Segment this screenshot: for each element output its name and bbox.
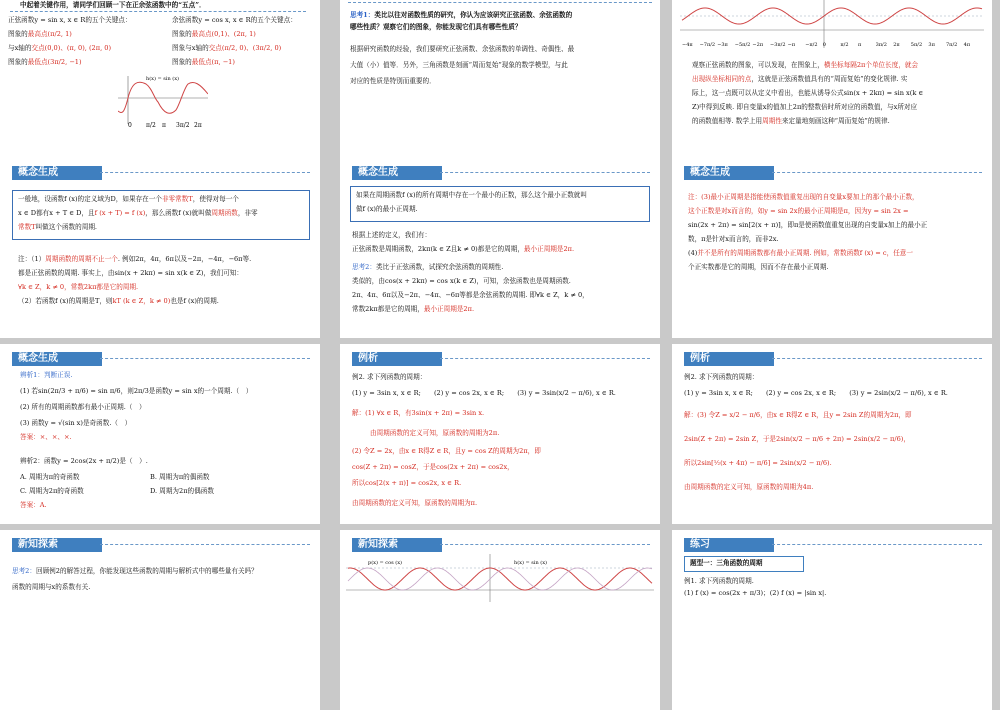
tick-label: 3π/2 bbox=[875, 42, 887, 48]
section-tag: 新知探索 bbox=[352, 538, 442, 552]
text-span: . 例如2π，4π，6π以及−2π，−4π，−6π等. bbox=[117, 255, 252, 263]
text-span: 图象的 bbox=[8, 30, 28, 38]
text-span: 思考2： bbox=[12, 567, 36, 575]
example-functions: (1) y = 3sin x, x ∈ R; (2) y = cos 2x, x ∈ R; (3) y = 3sin(x/2 − π/6), x ∈ R. bbox=[352, 389, 616, 397]
text-span: ，这就是正弦函数值具有的“周而复始”的变化规律. 实 bbox=[751, 75, 908, 83]
slide-header bbox=[0, 538, 320, 552]
text-span: 常数2kπ都是它的周期， bbox=[352, 305, 424, 313]
divider bbox=[348, 2, 652, 3]
sin-cos-graph bbox=[346, 554, 654, 602]
option-d: D. 周期为2π的偶函数 bbox=[150, 487, 214, 495]
text-span: 来定量地刻画这种“周而复始”的规律. bbox=[781, 117, 890, 125]
text-span: x ∈ D都有x + T ∈ D，且 bbox=[18, 209, 95, 217]
example-functions: (1) y = 3sin x, x ∈ R; (2) y = cos 2x, x ∈ R; (3) y = 2sin(x/2 − π/6), x ∈ R. bbox=[684, 389, 948, 397]
sine-curve bbox=[348, 568, 652, 590]
slide-7[interactable] bbox=[0, 344, 320, 524]
sin-heading: 正弦函数y = sin x, x ∈ R的五个关键点： bbox=[8, 16, 132, 24]
paragraph-line: 大值（小）值等．另外，三角函数是刻画“周而复始”现象的数学模型，与此 bbox=[350, 61, 568, 69]
slide-header bbox=[672, 352, 992, 366]
text-span: 思考2： bbox=[352, 263, 376, 271]
paragraph-line: 对应的性质是特别而重要的． bbox=[350, 77, 436, 85]
sin-zero bbox=[8, 43, 111, 53]
solution-line: 由周期函数的定义可知，原函数的周期为2π. bbox=[370, 429, 500, 437]
solution-line: 所以cos[2(x + π)] = cos2x, x ∈ R. bbox=[352, 479, 462, 487]
cos-zero bbox=[172, 43, 281, 53]
text-span: ，那么函数f (x)就叫做 bbox=[145, 209, 212, 217]
text-span: 交点(0,0)、(π, 0), (2π, 0) bbox=[31, 44, 112, 52]
graph-label-sin: h(x) = sin (x) bbox=[514, 560, 548, 566]
text-span: 注：（1） bbox=[18, 255, 46, 263]
tick-label: 5π/2 bbox=[910, 42, 923, 48]
text-span: 最小正周期是指能使函数值重复出现的自变量x要加上的那个最小正数， bbox=[710, 193, 919, 201]
option-c: C. 周期为2π的奇函数 bbox=[20, 487, 84, 495]
text-span: 最小正周期是2π. bbox=[423, 305, 475, 313]
slide-12[interactable] bbox=[672, 530, 992, 710]
tick-label: −3π/2 bbox=[770, 42, 786, 48]
example-functions: (1) f (x) = cos(2x + π/3)；(2) f (x) = |sin x|. bbox=[684, 589, 827, 597]
tick-label: 0 bbox=[822, 42, 826, 48]
definition-line: 如果在周期函数f (x)的所有周期中存在一个最小的正数，那么这个最小正数就叫 bbox=[356, 191, 587, 199]
text-span: ，非零 bbox=[237, 209, 258, 217]
text-line bbox=[352, 244, 574, 254]
option-b: B. 周期为π的偶函数 bbox=[150, 473, 210, 481]
sine-graph bbox=[118, 74, 208, 129]
divider bbox=[10, 11, 306, 12]
intro-text: 中起着关键作用，请同学们回顾一下在正余弦函数中的“五点”． bbox=[20, 1, 206, 9]
text-span: 注：(3) bbox=[688, 193, 711, 201]
think-1-line-2: 哪些性质？观察它们的图象，你能发现它们具有哪些性质？ bbox=[350, 23, 522, 31]
exercise-item: (1) 若sin(2π/3 + π/6) = sin π/6，则2π/3是函数y = sin x的一个周期.（ ） bbox=[20, 387, 253, 395]
definition-line: 做f (x)的最小正周期. bbox=[356, 205, 418, 213]
topic-title: 题型一：三角函数的周期 bbox=[690, 559, 763, 567]
tick-label: 2π bbox=[893, 42, 900, 48]
text-span: 周期性 bbox=[762, 117, 782, 125]
text-line bbox=[692, 74, 907, 84]
text-span: 正弦函数是周期函数，2kπ(k ∈ Z且k ≠ 0)都是它的周期， bbox=[352, 245, 524, 253]
note-line bbox=[688, 192, 919, 202]
tick-label: 2π bbox=[194, 122, 202, 129]
slide-5[interactable] bbox=[340, 158, 660, 338]
solution-line: 由周期函数的定义可知，原函数的周期为4π. bbox=[684, 483, 814, 491]
text-span: 类比以往对函数性质的研究，你认为应该研究正弦函数、余弦函数的 bbox=[374, 11, 573, 19]
tick-label: π bbox=[162, 122, 166, 129]
section-tag: 例析 bbox=[352, 352, 442, 366]
text-span: 也是f (x)的周期. bbox=[170, 297, 219, 305]
text-span: 图象的 bbox=[172, 58, 192, 66]
slide-9[interactable] bbox=[672, 344, 992, 524]
tick-label: −5π/2 bbox=[734, 42, 751, 48]
graph-label: h(x) = sin (x) bbox=[146, 76, 180, 82]
text-span: 最高点(π/2, 1) bbox=[27, 30, 72, 38]
text-span: 横坐标每隔2π个单位长度，就会 bbox=[823, 61, 919, 69]
text-span: 出现纵坐标相同的点 bbox=[692, 75, 752, 83]
answer: 答案：A. bbox=[20, 501, 47, 509]
text-line bbox=[692, 60, 918, 70]
tick-label: −2π bbox=[752, 42, 764, 48]
text-line bbox=[692, 116, 890, 126]
slide-header bbox=[340, 166, 660, 180]
note-line: 个正实数都是它的周期，因而不存在最小正周期. bbox=[688, 263, 829, 271]
slide-header bbox=[340, 352, 660, 366]
text-span: kT (k ∈ Z，k ≠ 0) bbox=[112, 297, 171, 305]
option-a: A. 周期为π的奇函数 bbox=[20, 473, 80, 481]
answer-line: 函数的周期与x的系数有关. bbox=[12, 583, 91, 591]
sin-max bbox=[8, 29, 72, 39]
long-sine-graph bbox=[680, 0, 984, 52]
note-line bbox=[688, 248, 913, 258]
text-span: 一般地，设函数f (x)的定义域为D，如果存在一个 bbox=[18, 195, 162, 203]
text-span: ，使得对每一个 bbox=[192, 195, 239, 203]
text-line: 际上，这一点既可以从定义中看出，也能从诱导公式sin(x + 2kπ) = sin x(k ∈ bbox=[692, 89, 924, 97]
slide-4[interactable] bbox=[0, 158, 320, 338]
exercise-item: (3) 函数y = √(sin x)是奇函数.（ ） bbox=[20, 419, 132, 427]
text-span: 叫做这个函数的周期. bbox=[35, 223, 98, 231]
text-span: 周期函数 bbox=[211, 209, 238, 217]
tick-label: −π/2 bbox=[805, 42, 818, 48]
exercise-title: 辨析2：函数y = 2cos(2x + π/2)是（ ）. bbox=[20, 457, 148, 465]
tick-label: −7π/2 bbox=[699, 42, 716, 48]
slide-1[interactable] bbox=[0, 0, 320, 168]
solution-line: 解：(3) 令Z = x/2 − π/6，由x ∈ R得Z ∈ R，且y = 2sin Z的周期为2π，即 bbox=[684, 411, 912, 419]
tick-label: 0 bbox=[128, 122, 132, 129]
definition-line bbox=[18, 194, 239, 204]
example-title: 例1. 求下列函数的周期. bbox=[684, 577, 754, 585]
slide-10[interactable] bbox=[0, 530, 320, 710]
tick-label: 3π bbox=[928, 42, 935, 48]
text-line: 根据上述的定义，我们有： bbox=[352, 231, 432, 239]
example-title: 例2. 求下列函数的周期： bbox=[352, 373, 427, 381]
text-span: f (x + T) = f (x) bbox=[94, 209, 146, 217]
tick-labels bbox=[682, 42, 971, 48]
text-span: 交点(π/2, 0)、(3π/2, 0) bbox=[208, 44, 282, 52]
text-span: 图象的 bbox=[172, 30, 192, 38]
think-2-line bbox=[352, 262, 503, 272]
exercise-item: (2) 所有的周期函数都有最小正周期.（ ） bbox=[20, 403, 146, 411]
think-2-line bbox=[12, 566, 258, 576]
exercise-title: 辨析1：判断正误. bbox=[20, 371, 73, 379]
note-line bbox=[18, 254, 251, 264]
cos-max bbox=[172, 29, 256, 39]
section-tag: 新知探索 bbox=[12, 538, 102, 552]
text-span: 图象与x轴的 bbox=[172, 44, 209, 52]
think-1-line-1 bbox=[350, 10, 572, 20]
text-span: (4) bbox=[688, 249, 698, 257]
tick-label: 7π/2 bbox=[946, 42, 958, 48]
text-line: Z)中得到反映. 即自变量x的值加上2π的整数倍时所对应的函数值，与x所对应 bbox=[692, 103, 918, 111]
note-line: sin(2x + 2π) = sin[2(x + π)]，即π是使函数值重复出现的自变量x加上的最小正 bbox=[688, 221, 928, 229]
text-span: 周期函数的周期不止一个 bbox=[45, 255, 118, 263]
section-tag: 概念生成 bbox=[352, 166, 442, 180]
text-span: 最高点(0,1)、(2π, 1) bbox=[191, 30, 256, 38]
tick-label: π/2 bbox=[840, 42, 849, 48]
note-line: 数，π是针对x而言的，而非2x. bbox=[688, 235, 779, 243]
text-span: （2）若函数f (x)的周期是T，则 bbox=[18, 297, 113, 305]
slide-header bbox=[672, 538, 992, 552]
text-span: 最低点(3π/2, −1) bbox=[27, 58, 82, 66]
definition-line bbox=[18, 222, 97, 232]
solution-line: (2) 令Z = 2x，由x ∈ R得Z ∈ R，且y = cos Z的周期为2π，即 bbox=[352, 447, 541, 455]
tick-label: −4π bbox=[682, 42, 693, 48]
solution-line: 解：(1) ∀x ∈ R，有3sin(x + 2π) = 3sin x. bbox=[352, 409, 485, 417]
section-tag: 概念生成 bbox=[684, 166, 774, 180]
tick-label: π bbox=[858, 42, 862, 48]
slide-8[interactable] bbox=[340, 344, 660, 524]
cos-heading: 余弦函数y = cos x, x ∈ R的五个关键点： bbox=[172, 16, 297, 24]
solution-line: 2sin(Z + 2π) = 2sin Z，于是2sin(x/2 − π/6 + 2π) = 2sin(x/2 − π/6)， bbox=[684, 435, 910, 443]
note-line: 都是正弦函数的周期. 事实上，由sin(x + 2kπ) = sin x(k ∈ Z)，我们可知： bbox=[18, 269, 243, 277]
slide-6[interactable] bbox=[672, 158, 992, 338]
slide-11[interactable] bbox=[340, 530, 660, 710]
paragraph-line: 根据研究函数的经验，我们要研究正弦函数、余弦函数的单调性、奇偶性、最 bbox=[350, 45, 575, 53]
tick-label: 4π bbox=[963, 42, 971, 48]
note-line bbox=[18, 296, 219, 306]
section-tag: 练习 bbox=[684, 538, 774, 552]
text-span: 类比于正弦函数，试探究余弦函数的周期性. bbox=[375, 263, 504, 271]
section-tag: 概念生成 bbox=[12, 352, 102, 366]
cos-min bbox=[172, 57, 235, 67]
example-title: 例2. 求下列函数的周期： bbox=[684, 373, 759, 381]
text-span: 的函数值相等. 数学上用 bbox=[692, 117, 763, 125]
solution-line: cos(Z + 2π) = cosZ，于是cos(2x + 2π) = cos2x， bbox=[352, 463, 514, 471]
tick-label: 3π/2 bbox=[176, 122, 190, 129]
slide-header bbox=[0, 166, 320, 180]
solution-line: 所以2sin[½(x + 4π) − π/6] = 2sin(x/2 − π/6). bbox=[684, 459, 832, 467]
graph-label-cos: p(x) = cos (x) bbox=[368, 560, 402, 566]
section-tag: 例析 bbox=[684, 352, 774, 366]
text-line bbox=[352, 304, 474, 314]
slide-header bbox=[672, 166, 992, 180]
solution-line: 由周期函数的定义可知，原函数的周期为π. bbox=[352, 499, 478, 507]
text-span: 常数T bbox=[18, 223, 36, 231]
text-span: 并不是所有的周期函数都有最小正周期. 例如，常数函数f (x) = c，任意一 bbox=[697, 249, 913, 257]
slide-header bbox=[0, 352, 320, 366]
text-line: 2π、4π、6π以及−2π、−4π、−6π等都是余弦函数的周期. 即∀k ∈ Z，k ≠ 0， bbox=[352, 291, 589, 299]
section-tag: 概念生成 bbox=[12, 166, 102, 180]
answer: 答案：×、×、×. bbox=[20, 433, 72, 441]
tick-label: π/2 bbox=[146, 122, 156, 129]
text-span: 思考1： bbox=[350, 11, 375, 19]
text-span: 非零常数T bbox=[161, 195, 193, 203]
text-span: 最小正周期是2π. bbox=[523, 245, 575, 253]
slide-3[interactable] bbox=[672, 0, 992, 168]
text-span: 图象的 bbox=[8, 58, 28, 66]
note-line: ∀k ∈ Z，k ≠ 0，常数2kπ都是它的周期. bbox=[18, 283, 139, 291]
slide-2[interactable] bbox=[340, 0, 660, 168]
text-line: 类似的，由cos(x + 2kπ) = cos x(k ∈ Z)，可知，余弦函数也是周期函数. bbox=[352, 277, 571, 285]
tick-label: −3π bbox=[717, 42, 728, 48]
text-span: 回顾例2的解答过程，你能发现这些函数的周期与解析式中的哪些量有关吗？ bbox=[35, 567, 258, 575]
definition-line bbox=[18, 208, 258, 218]
text-span: 观察正弦函数的图象，可以发现，在图象上， bbox=[692, 61, 824, 69]
note-line: 这个正数是对x而言的，如y = sin 2x的最小正周期是π，因为y = sin 2x = bbox=[688, 207, 909, 215]
sin-min bbox=[8, 57, 82, 67]
tick-label: −π bbox=[787, 42, 796, 48]
slide-header bbox=[340, 538, 660, 552]
text-span: 与x轴的 bbox=[8, 44, 32, 52]
text-span: 最低点(π, −1) bbox=[191, 58, 235, 66]
